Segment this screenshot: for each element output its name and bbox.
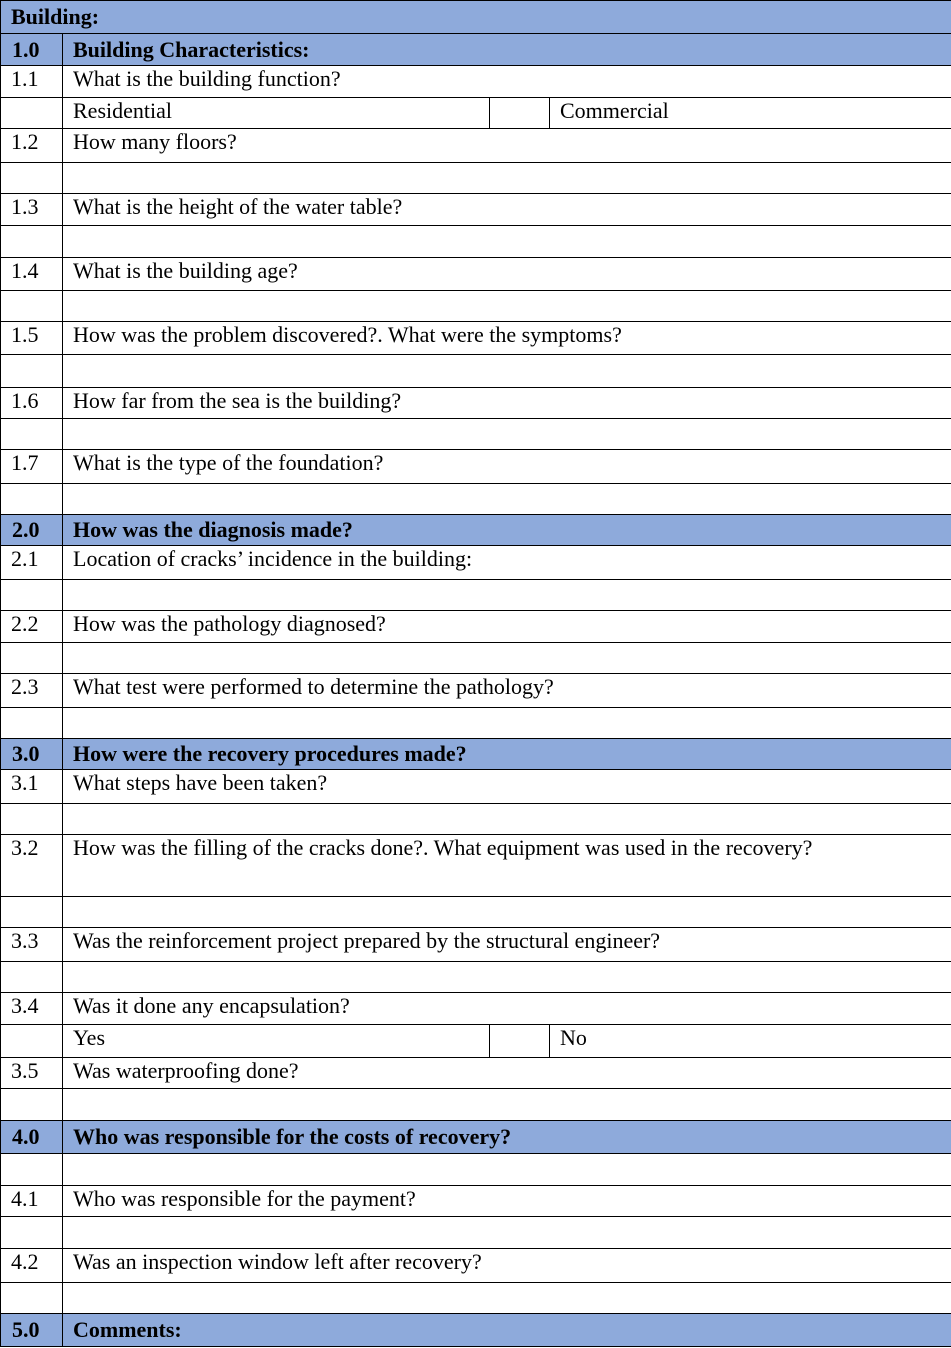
empty-cell [1, 1025, 63, 1058]
question-row [1, 194, 951, 226]
answer-field[interactable] [63, 419, 951, 450]
question-text: Was it done any encapsulation? [63, 993, 951, 1025]
question-number: 4.1 [1, 1186, 63, 1217]
answer-row [1, 355, 951, 388]
question-number: 3.2 [1, 835, 63, 897]
answer-field[interactable] [63, 1089, 951, 1121]
option-checkbox-residential[interactable] [490, 98, 550, 129]
question-row [1, 674, 951, 708]
empty-cell [1, 1217, 63, 1249]
option-label-yes: Yes [63, 1025, 490, 1058]
question-number: 2.3 [1, 674, 63, 708]
question-text: What is the height of the water table? [63, 194, 951, 226]
question-row [1, 322, 951, 355]
empty-cell [1, 163, 63, 194]
answer-field[interactable] [63, 484, 951, 515]
answer-row [1, 962, 951, 993]
section-number: 2.0 [1, 515, 63, 546]
answer-row [1, 419, 951, 450]
option-checkbox-yes[interactable] [490, 1025, 550, 1058]
question-text: What is the building function? [63, 66, 951, 98]
answer-row [1, 1217, 951, 1249]
question-row [1, 1186, 951, 1217]
empty-cell [1, 643, 63, 674]
question-row [1, 928, 951, 962]
question-number: 1.5 [1, 322, 63, 355]
answer-row [1, 580, 951, 611]
question-number: 3.3 [1, 928, 63, 962]
question-number: 1.1 [1, 66, 63, 98]
question-row [1, 611, 951, 643]
empty-cell [1, 1089, 63, 1121]
answer-row [1, 804, 951, 835]
empty-cell [1, 226, 63, 258]
empty-cell [1, 962, 63, 993]
answer-field[interactable] [63, 355, 951, 388]
section-header [1, 1121, 951, 1154]
empty-cell [1, 1154, 63, 1186]
section-number: 5.0 [1, 1314, 63, 1347]
question-row [1, 129, 951, 163]
question-text: Was the reinforcement project prepared by the structural engineer? [63, 928, 951, 962]
question-row [1, 258, 951, 291]
section-header [1, 739, 951, 770]
answer-row [1, 708, 951, 739]
question-text: How many floors? [63, 129, 951, 163]
question-row [1, 546, 951, 580]
answer-field[interactable] [63, 804, 951, 835]
question-number: 1.4 [1, 258, 63, 291]
question-text: What steps have been taken? [63, 770, 951, 804]
question-number: 1.3 [1, 194, 63, 226]
answer-field[interactable] [63, 643, 951, 674]
option-row [1, 98, 951, 129]
empty-cell [1, 804, 63, 835]
question-row [1, 388, 951, 419]
answer-row [1, 291, 951, 322]
question-text: Who was responsible for the payment? [63, 1186, 951, 1217]
empty-cell [1, 98, 63, 129]
empty-cell [1, 1283, 63, 1314]
answer-field[interactable] [63, 1154, 951, 1186]
empty-cell [1, 484, 63, 515]
question-row [1, 993, 951, 1025]
question-text: How far from the sea is the building? [63, 388, 951, 419]
question-number: 3.4 [1, 993, 63, 1025]
question-number: 3.5 [1, 1058, 63, 1089]
question-number: 4.2 [1, 1249, 63, 1283]
question-text: How was the pathology diagnosed? [63, 611, 951, 643]
answer-row [1, 643, 951, 674]
question-text: How was the problem discovered?. What were the symptoms? [63, 322, 951, 355]
answer-field[interactable] [63, 580, 951, 611]
question-text: What is the type of the foundation? [63, 450, 951, 484]
answer-field[interactable] [63, 897, 951, 928]
empty-cell [1, 580, 63, 611]
question-row [1, 450, 951, 484]
answer-field[interactable] [63, 226, 951, 258]
answer-row [1, 163, 951, 194]
section-number: 3.0 [1, 739, 63, 770]
answer-field[interactable] [63, 708, 951, 739]
question-number: 2.2 [1, 611, 63, 643]
question-row [1, 835, 951, 897]
answer-field[interactable] [63, 962, 951, 993]
question-row [1, 770, 951, 804]
section-title: Comments: [63, 1314, 951, 1347]
question-text: Was waterproofing done? [63, 1058, 951, 1089]
question-row [1, 66, 951, 98]
empty-cell [1, 419, 63, 450]
title-row [1, 1, 951, 34]
section-title: Who was responsible for the costs of recovery? [63, 1121, 951, 1154]
empty-cell [1, 291, 63, 322]
section-title: Building Characteristics: [63, 34, 951, 66]
question-row [1, 1249, 951, 1283]
answer-row [1, 484, 951, 515]
answer-row [1, 897, 951, 928]
section-header [1, 1314, 951, 1347]
question-number: 2.1 [1, 546, 63, 580]
option-label-residential: Residential [63, 98, 490, 129]
question-text: Location of cracks’ incidence in the building: [63, 546, 951, 580]
section-header [1, 34, 951, 66]
answer-field[interactable] [63, 291, 951, 322]
question-number: 1.6 [1, 388, 63, 419]
section-number: 4.0 [1, 1121, 63, 1154]
answer-field[interactable] [63, 1217, 951, 1249]
question-text: How was the filling of the cracks done?. What equipment was used in the recovery? [63, 835, 951, 897]
question-number: 1.2 [1, 129, 63, 163]
answer-row [1, 1089, 951, 1121]
question-text: What is the building age? [63, 258, 951, 291]
section-title: How were the recovery procedures made? [63, 739, 951, 770]
option-label-no[interactable]: No [550, 1025, 951, 1058]
empty-cell [1, 708, 63, 739]
form-title: Building: [1, 1, 951, 34]
empty-cell [1, 355, 63, 388]
question-text: What test were performed to determine the pathology? [63, 674, 951, 708]
question-number: 1.7 [1, 450, 63, 484]
question-row [1, 1058, 951, 1089]
answer-row [1, 1154, 951, 1186]
option-label-commercial[interactable]: Commercial [550, 98, 951, 129]
answer-row [1, 226, 951, 258]
question-text: Was an inspection window left after recovery? [63, 1249, 951, 1283]
question-number: 3.1 [1, 770, 63, 804]
answer-field[interactable] [63, 1283, 951, 1314]
section-header [1, 515, 951, 546]
option-row [1, 1025, 951, 1058]
empty-cell [1, 897, 63, 928]
section-title: How was the diagnosis made? [63, 515, 951, 546]
section-number: 1.0 [1, 34, 63, 66]
answer-row [1, 1283, 951, 1314]
answer-field[interactable] [63, 163, 951, 194]
